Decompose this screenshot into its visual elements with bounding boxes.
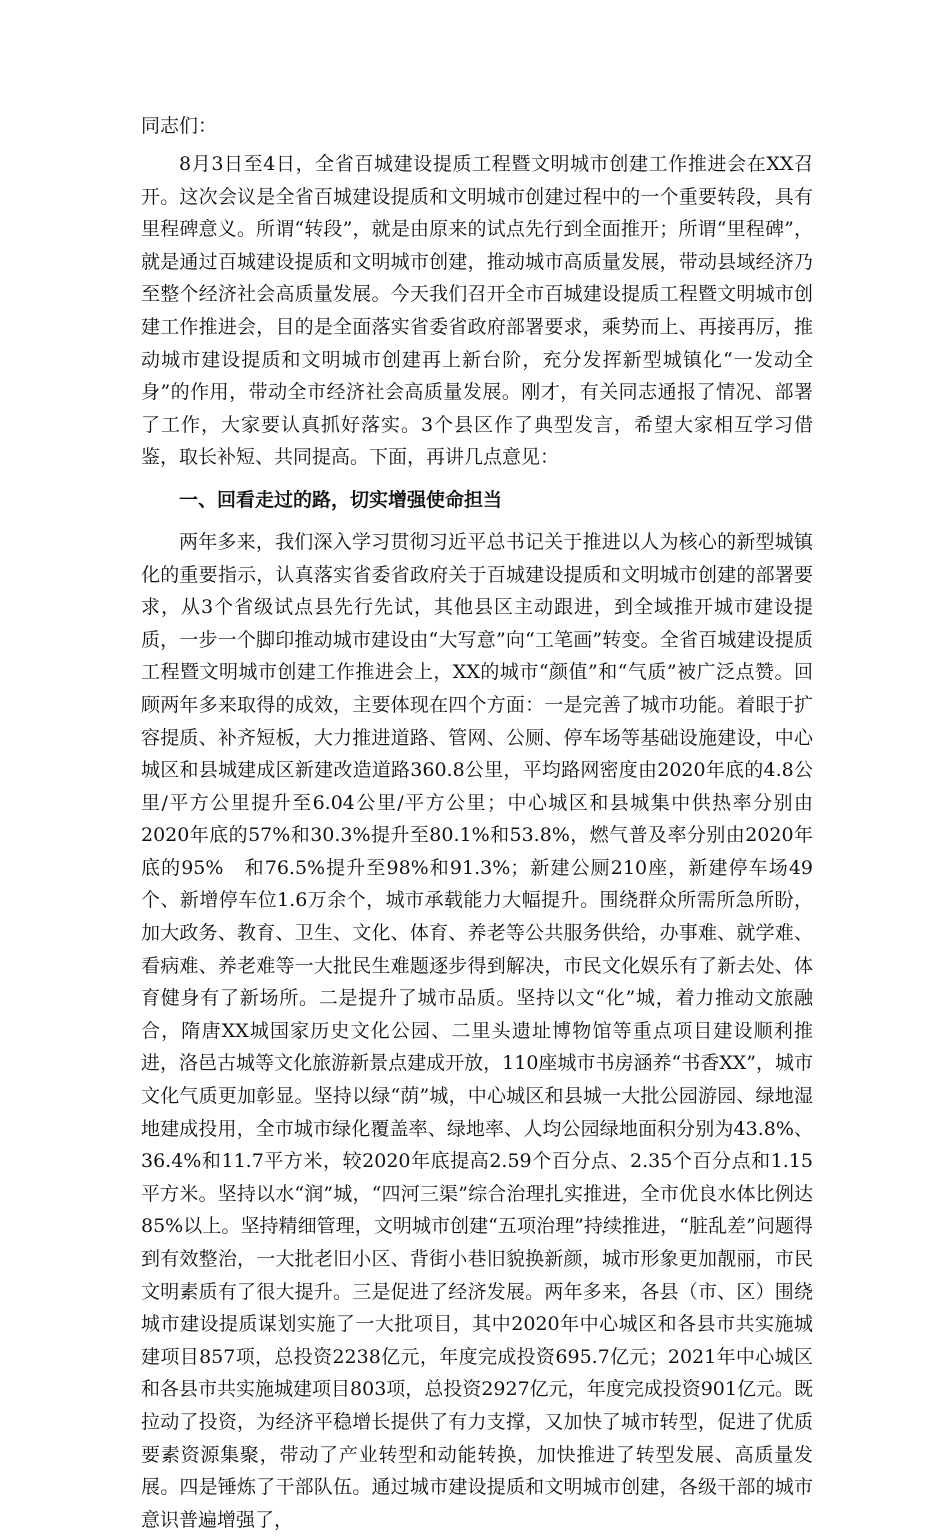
intro-paragraph: 8月3日至4日，全省百城建设提质工程暨文明城市创建工作推进会在XX召开。这次会议是全省百城建设提质和文明城市创建过程中的一个重要转段，具有里程碑意义。所谓“转段”，就是由原来的试点先行到全面推开；所谓“里程碑”，就是通过百城建设提质和文明城市创建，推动城市高质量发展，带动县域经济乃至整个经济社会高质量发展。今天我们召开全市百城建设提质工程暨文明城市创建工作推进会，目的是全面落实省委省政府部署要求，乘势而上、再接再厉，推动城市建设提质和文明城市创建再上新台阶，充分发挥新型城镇化“一发动全身”的作用，带动全市经济社会高质量发展。刚才，有关同志通报了情况、部署了工作，大家要认真抓好落实。3个县区作了典型发言，希望大家相互学习借鉴，取长补短、共同提高。下面，再讲几点意见： xyxy=(141,153,813,469)
section-heading-1: 一、回看走过的路，切实增强使命担当 xyxy=(179,488,503,511)
section-1-body: 两年多来，我们深入学习贯彻习近平总书记关于推进以人为核心的新型城镇化的重要指示，认真落实省委省政府关于百城建设提质和文明城市创建的部署要求，从3个省级试点县先行先试，其他县区主动跟进，到全域推开城市建设提质，一步一个脚印推动城市建设由“大写意”向“工笔画”转变。全省百城建设提质工程暨文明城市创建工作推进会上，XX的城市“颜值”和“气质”被广泛点赞。回顾两年多来取得的成效，主要体现在四个方面：一是完善了城市功能。着眼于扩容提质、补齐短板，大力推进道路、管网、公厕、停车场等基础设施建设，中心城区和县城建成区新建改造道路360.8公里，平均路网密度由2020年底的4.8公里/平方公里提升至6.04公里/平方公里；中心城区和县城集中供热率分别由2020年底的57%和30.3%提升至80.1%和53.8%，燃气普及率分别由2020年底的95% 和76.5%提升至98%和91.3%；新建公厕210座，新建停车场49个、新增停车位1.6万余个，城市承载能力大幅提升。围绕群众所需所急所盼，加大政务、教育、卫生、文化、体育、养老等公共服务供给，办事难、就学难、看病难、养老难等一大批民生难题逐步得到解决，市民文化娱乐有了新去处、体育健身有了新场所。二是提升了城市品质。坚持以文“化”城，着力推动文旅融合，隋唐XX城国家历史文化公园、二里头遗址博物馆等重点项目建设顺利推进，洛邑古城等文化旅游新景点建成开放，110座城市书房涵养“书香XX”，城市文化气质更加彰显。坚持以绿“荫”城，中心城区和县城一大批公园游园、绿地湿地建成投用，全市城市绿化覆盖率、绿地率、人均公园绿地面积分别为43.8%、36.4%和11.7平方米，较2020年底提高2.59个百分点、2.35个百分点和1.15平方米。坚持以水“润”城，“四河三渠”综合治理扎实推进，全市优良水体比例达85%以上。坚持精细管理，文明城市创建“五项治理”持续推进，“脏乱差”问题得到有效整治，一大批老旧小区、背街小巷旧貌换新颜，城市形象更加靓丽，市民文明素质有了很大提升。三是促进了经济发展。两年多来，各县（市、区）围绕城市建设提质谋划实施了一大批项目，其中2020年中心城区和各县市共实施城建项目857项，总投资2238亿元，年度完成投资695.7亿元；2021年中心城区和各县市共实施城建项目803项，总投资2927亿元，年度完成投资901亿元。既拉动了投资，为经济平稳增长提供了有力支撑，又加快了城市转型，促进了优质要素资源集聚，带动了产业转型和动能转换，加快推进了转型发展、高质量发展。四是锤炼了干部队伍。通过城市建设提质和文明城市创建，各级干部的城市意识普遍增强了， xyxy=(141,530,813,1531)
salutation: 同志们： xyxy=(141,115,218,137)
document-page xyxy=(141,110,813,1536)
